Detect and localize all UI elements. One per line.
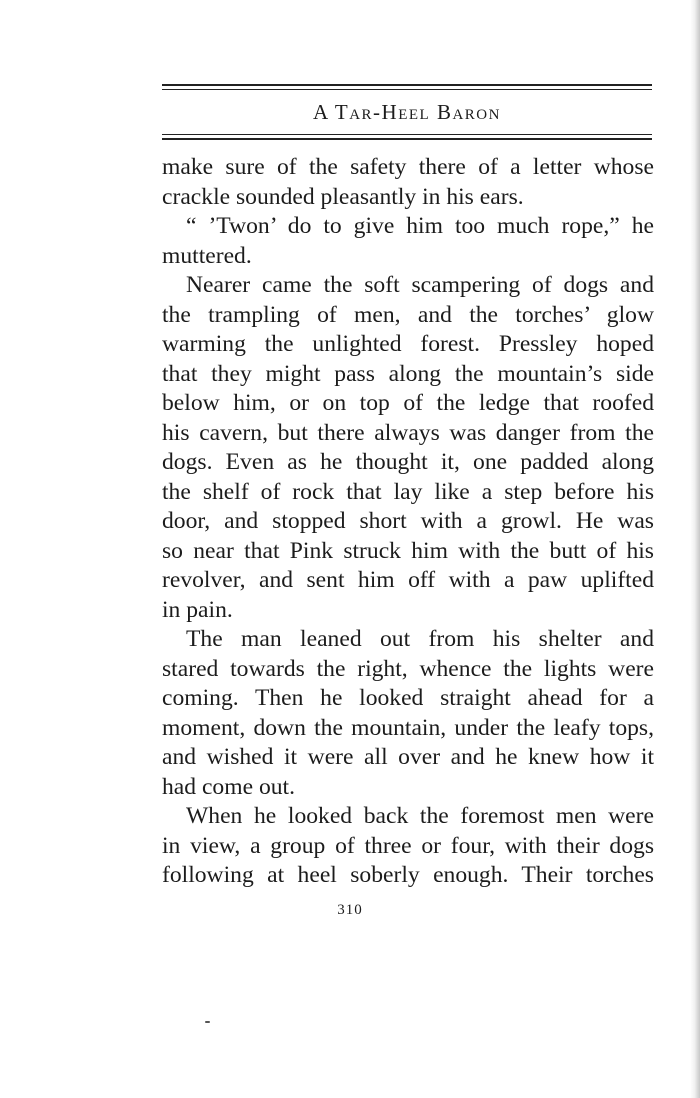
ink-speck bbox=[205, 1021, 210, 1023]
text-line: that they might pass along the mountain’s side bbox=[162, 360, 654, 387]
text-line: in pain. bbox=[162, 596, 233, 623]
text-line: warming the unlighted forest. Pressley hoped bbox=[162, 331, 654, 357]
text-line: so near that Pink struck him with the butt of his bbox=[162, 537, 654, 564]
text-line: had come out. bbox=[162, 773, 296, 800]
text-line: and wished it were all over and he knew how it bbox=[162, 744, 654, 770]
text-line: door, and stopped short with a growl. He was bbox=[162, 508, 654, 534]
text-line: The man leaned out from his shelter and bbox=[186, 626, 654, 652]
running-head-title: A Tar-Heel Baron bbox=[313, 100, 501, 124]
text-line: revolver, and sent him off with a paw uplifted bbox=[162, 567, 654, 593]
running-header bbox=[162, 84, 652, 140]
text-line: make sure of the safety there of a letter whose bbox=[162, 154, 654, 180]
text-line: moment, down the mountain, under the leafy tops, bbox=[162, 714, 654, 741]
text-line: muttered. bbox=[162, 242, 252, 269]
text-line: Nearer came the soft scampering of dogs and bbox=[186, 272, 654, 298]
text-line: coming. Then he looked straight ahead for a bbox=[162, 685, 654, 711]
text-line: dogs. Even as he thought it, one padded along bbox=[162, 449, 654, 475]
text-line: in view, a group of three or four, with their dogs bbox=[162, 832, 654, 859]
body-text bbox=[162, 153, 654, 891]
text-line: the shelf of rock that lay like a step before his bbox=[162, 478, 654, 505]
header-bottom-rule bbox=[162, 138, 652, 140]
text-line: the trampling of men, and the torches’ glow bbox=[162, 301, 654, 328]
text-line: When he looked back the foremost men were bbox=[186, 803, 654, 829]
page-number: 310 bbox=[337, 902, 363, 918]
text-line: below him, or on top of the ledge that roofed bbox=[162, 390, 654, 416]
text-line: his cavern, but there always was danger from the bbox=[162, 419, 654, 446]
text-line: “ ’Twon’ do to give him too much rope,” he bbox=[186, 213, 654, 239]
text-line: crackle sounded pleasantly in his ears. bbox=[162, 183, 524, 210]
page-edge-shadow bbox=[690, 0, 700, 1098]
text-line: following at heel soberly enough. Their torches bbox=[162, 862, 654, 888]
text-line: stared towards the right, whence the lights were bbox=[162, 655, 654, 682]
